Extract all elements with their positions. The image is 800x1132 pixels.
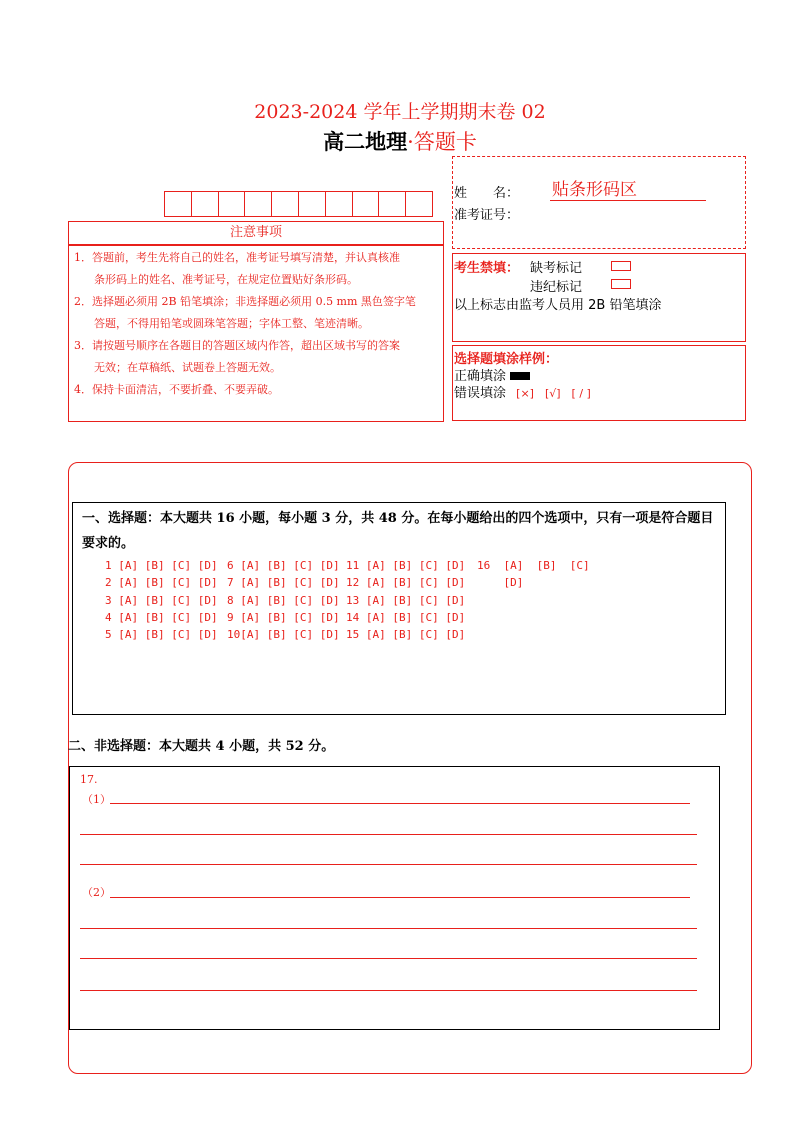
q17-number: 17. <box>80 773 98 786</box>
number-cell[interactable] <box>379 192 406 216</box>
violation-mark[interactable] <box>611 279 631 289</box>
exam-number-cells[interactable] <box>164 191 433 217</box>
exam-title: 2023-2024 学年上学期期末卷 02 <box>254 101 546 123</box>
mc-header: 一、选择题：本大题共 16 小题，每小题 3 分，共 48 分。在每小题给出的四个选项中，只有一项是符合题目要求的。 <box>82 511 714 551</box>
answer-line[interactable] <box>80 958 697 959</box>
barcode-area <box>452 156 746 249</box>
wrong-label: 错误填涂 <box>454 386 507 401</box>
card-title <box>0 126 800 156</box>
answer-line[interactable] <box>110 803 690 804</box>
mc-option-row[interactable]: 10[A] [B] [C] [D] <box>227 628 340 641</box>
notice-line: 2．选择题必须用 2B 铅笔填涂；非选择题必须用 0.5 mm 黑色签字笔 <box>74 295 416 308</box>
mc-option-row[interactable]: 1 [A] [B] [C] [D] <box>105 559 218 572</box>
absent-mark[interactable] <box>611 261 631 271</box>
absent-label: 缺考标记 <box>530 261 583 276</box>
notice-line: 无效；在草稿纸、试题卷上答题无效。 <box>94 361 281 374</box>
number-cell[interactable] <box>299 192 326 216</box>
mc-option-row[interactable]: 4 [A] [B] [C] [D] <box>105 611 218 624</box>
mc-option-row[interactable]: 5 [A] [B] [C] [D] <box>105 628 218 641</box>
number-cell[interactable] <box>245 192 272 216</box>
notice-line: 1．答题前，考生先将自己的姓名，准考证号填写清楚，并认真核准 <box>74 251 400 264</box>
mc-option-row[interactable]: 13 [A] [B] [C] [D] <box>346 594 466 607</box>
number-cell[interactable] <box>406 192 432 216</box>
correct-label: 正确填涂 <box>454 369 507 384</box>
wrong-sample <box>454 382 591 401</box>
mc-option-row[interactable]: 2 [A] [B] [C] [D] <box>105 576 218 589</box>
number-cell[interactable] <box>219 192 246 216</box>
name-label: 姓 名： <box>454 186 520 201</box>
number-cell[interactable] <box>272 192 299 216</box>
number-cell[interactable] <box>165 192 192 216</box>
q17-part2-label: （2） <box>82 886 111 899</box>
barcode-label: 贴条形码区 <box>550 175 706 201</box>
answer-line[interactable] <box>80 990 697 991</box>
id-label: 准考证号： <box>454 208 520 223</box>
number-cell[interactable] <box>353 192 380 216</box>
mc-option-row[interactable]: 16 [A] [B] [C] <box>477 559 590 572</box>
proctor-note: 以上标志由监考人员用 2B 铅笔填涂 <box>454 298 662 313</box>
number-cell[interactable] <box>326 192 353 216</box>
mc-option-row[interactable]: 9 [A] [B] [C] [D] <box>227 611 340 624</box>
card-label: 答题卡 <box>413 130 477 154</box>
answer-line[interactable] <box>80 928 697 929</box>
q17-part1-label: （1） <box>82 793 111 806</box>
answer-line[interactable] <box>110 897 690 898</box>
proctor-title: 考生禁填： <box>454 261 520 276</box>
mc-option-row[interactable]: 7 [A] [B] [C] [D] <box>227 576 340 589</box>
filled-mark <box>510 372 530 380</box>
violation-label: 违纪标记 <box>530 280 583 295</box>
mc-option-row[interactable]: 12 [A] [B] [C] [D] <box>346 576 466 589</box>
title-dot: · <box>407 130 414 154</box>
notice-line: 条形码上的姓名、准考证号，在规定位置贴好条形码。 <box>94 273 358 286</box>
notice-line: 4．保持卡面清洁，不要折叠、不要弄破。 <box>74 383 279 396</box>
wrong-marks: [×] [√] [ / ] <box>516 387 591 400</box>
mc-option-row[interactable]: 15 [A] [B] [C] [D] <box>346 628 466 641</box>
number-cell[interactable] <box>192 192 219 216</box>
mc-option-row[interactable]: 3 [A] [B] [C] [D] <box>105 594 218 607</box>
mc-option-row[interactable]: 6 [A] [B] [C] [D] <box>227 559 340 572</box>
subject-label: 高二地理 <box>323 129 408 154</box>
mc-option-row[interactable]: 11 [A] [B] [C] [D] <box>346 559 466 572</box>
mc-option-row[interactable]: 14 [A] [B] [C] [D] <box>346 611 466 624</box>
sample-title: 选择题填涂样例： <box>454 352 559 367</box>
answer-line[interactable] <box>80 864 697 865</box>
section2-header: 二、非选择题：本大题共 4 小题，共 52 分。 <box>68 739 335 754</box>
mc-option-row[interactable]: 8 [A] [B] [C] [D] <box>227 594 340 607</box>
notice-line: 3．请按题号顺序在各题目的答题区域内作答，超出区域书写的答案 <box>74 339 400 352</box>
notice-line: 答题，不得用铅笔或圆珠笔答题；字体工整、笔迹清晰。 <box>94 317 369 330</box>
notice-title: 注意事项 <box>68 221 444 245</box>
answer-line[interactable] <box>80 834 697 835</box>
mc-option-row[interactable]: [D] <box>477 576 524 589</box>
